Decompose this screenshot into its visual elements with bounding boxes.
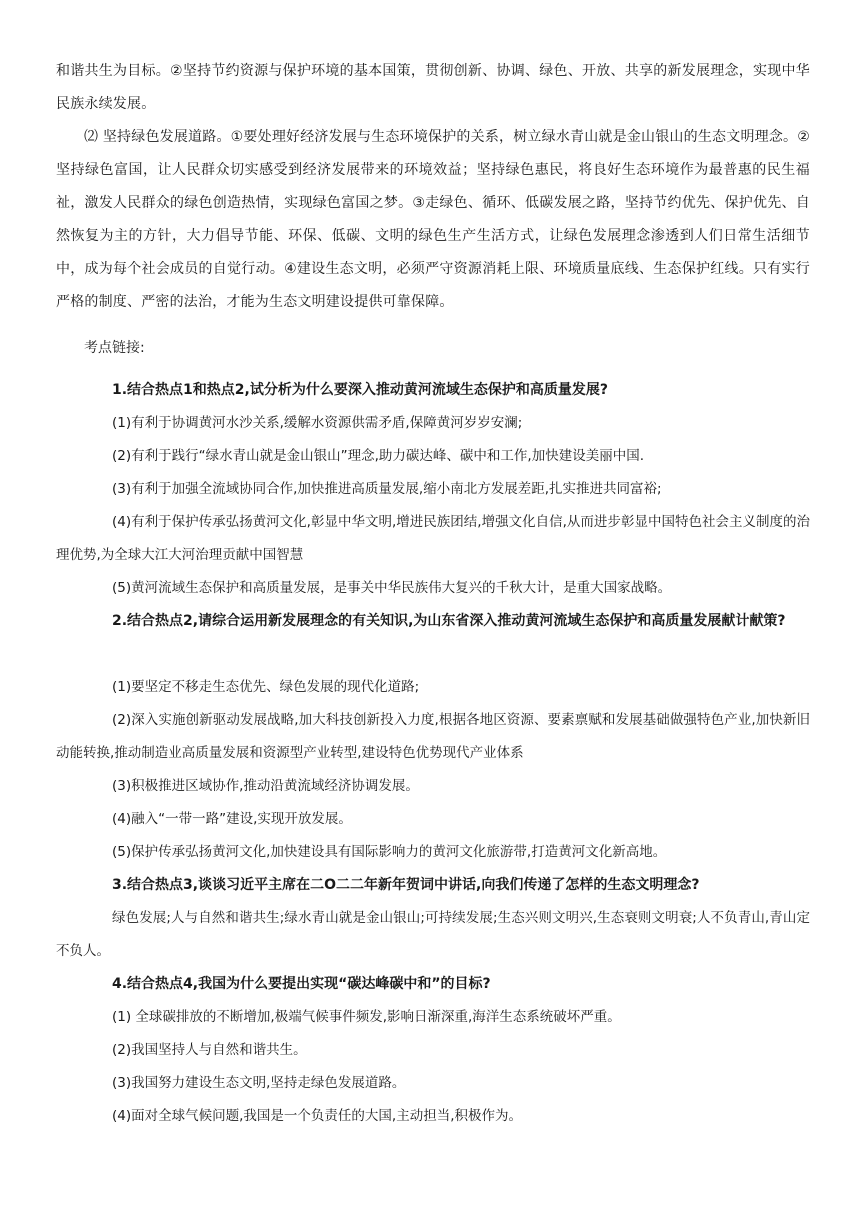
question-4-title: 4.结合热点4,我国为什么要提出实现“碳达峰碳中和”的目标? bbox=[112, 976, 491, 992]
question-1-answer-2: (2)有利于践行“绿水青山就是金山银山”理念,助力碳达峰、碳中和工作,加快建设美丽中国. bbox=[112, 448, 644, 464]
question-2-answer-3: (3)积极推进区域协作,推动沿黄流域经济协调发展。 bbox=[112, 778, 419, 794]
question-1-title: 1.结合热点1和热点2,试分析为什么要深入推动黄河流域生态保护和高质量发展? bbox=[112, 382, 608, 398]
section-label: 考点链接: bbox=[84, 340, 145, 356]
question-1-answer-4: (4)有利于保护传承弘扬黄河文化,彰显中华文明,增进民族团结,增强文化自信,从而进步彰显中国特色社会主义制度的治理优势,为全球大江大河治理贡献中国智慧 bbox=[56, 514, 810, 563]
question-1-answer-3: (3)有利于加强全流域协同合作,加快推进高质量发展,缩小南北方发展差距,扎实推进共同富裕; bbox=[112, 481, 662, 497]
question-4-answer-4: (4)面对全球气候问题,我国是一个负责任的大国,主动担当,积极作为。 bbox=[112, 1108, 522, 1124]
intro-paragraph-2: ⑵ 坚持绿色发展道路。①要处理好经济发展与生态环境保护的关系，树立绿水青山就是金山银山的生态文明理念。②坚持绿色富国，让人民群众切实感受到经济发展带来的环境效益；坚持绿色惠民，将良好生态环境作为最普惠的民生福祉，激发人民群众的绿色创造热情，实现绿色富国之梦。③走绿色、循环、低碳发展之路，坚持节约优先、保护优先、自然恢复为主的方针，大力倡导节能、环保、低碳、文明的绿色生产生活方式，让绿色发展理念渗透到人们日常生活细节中，成为每个社会成员的自觉行动。④建设生态文明，必须严守资源消耗上限、环境质量底线、生态保护红线。只有实行严格的制度、严密的法治，才能为生态文明建设提供可靠保障。 bbox=[56, 129, 810, 310]
question-2-answer-1: (1)要坚定不移走生态优先、绿色发展的现代化道路; bbox=[112, 679, 420, 695]
question-1-answer-5: (5)黄河流域生态保护和高质量发展，是事关中华民族伟大复兴的千秋大计，是重大国家战略。 bbox=[112, 580, 672, 596]
question-4-answer-2: (2)我国坚持人与自然和谐共生。 bbox=[112, 1042, 307, 1058]
intro-paragraph-1: 和谐共生为目标。②坚持节约资源与保护环境的基本国策，贯彻创新、协调、绿色、开放、共享的新发展理念，实现中华民族永续发展。 bbox=[56, 63, 810, 112]
question-4-answer-1: (1) 全球碳排放的不断增加,极端气候事件频发,影响日渐深重,海洋生态系统破坏严重。 bbox=[112, 1009, 621, 1025]
question-3-title: 3.结合热点3,谈谈习近平主席在二O二二年新年贺词中讲话,向我们传递了怎样的生态文明理念? bbox=[112, 877, 700, 893]
question-3-answer-1: 绿色发展;人与自然和谐共生;绿水青山就是金山银山;可持续发展;生态兴则文明兴,生态衰则文明衰;人不负青山,青山定不负人。 bbox=[56, 910, 810, 959]
question-2-answer-4: (4)融入“一带一路”建设,实现开放发展。 bbox=[112, 811, 352, 827]
question-2-answer-5: (5)保护传承弘扬黄河文化,加快建设具有国际影响力的黄河文化旅游带,打造黄河文化新高地。 bbox=[112, 844, 667, 860]
question-2-answer-2: (2)深入实施创新驱动发展战略,加大科技创新投入力度,根据各地区资源、要素禀赋和发展基础做强特色产业,加快新旧动能转换,推动制造业高质量发展和资源型产业转型,建设特色优势现代产业体系 bbox=[56, 712, 810, 761]
question-1-answer-1: (1)有利于协调黄河水沙关系,缓解水资源供需矛盾,保障黄河岁岁安澜; bbox=[112, 415, 523, 431]
question-2-title: 2.结合热点2,请综合运用新发展理念的有关知识,为山东省深入推动黄河流域生态保护和高质量发展献计献策? bbox=[112, 613, 786, 629]
question-4-answer-3: (3)我国努力建设生态文明,坚持走绿色发展道路。 bbox=[112, 1075, 406, 1091]
